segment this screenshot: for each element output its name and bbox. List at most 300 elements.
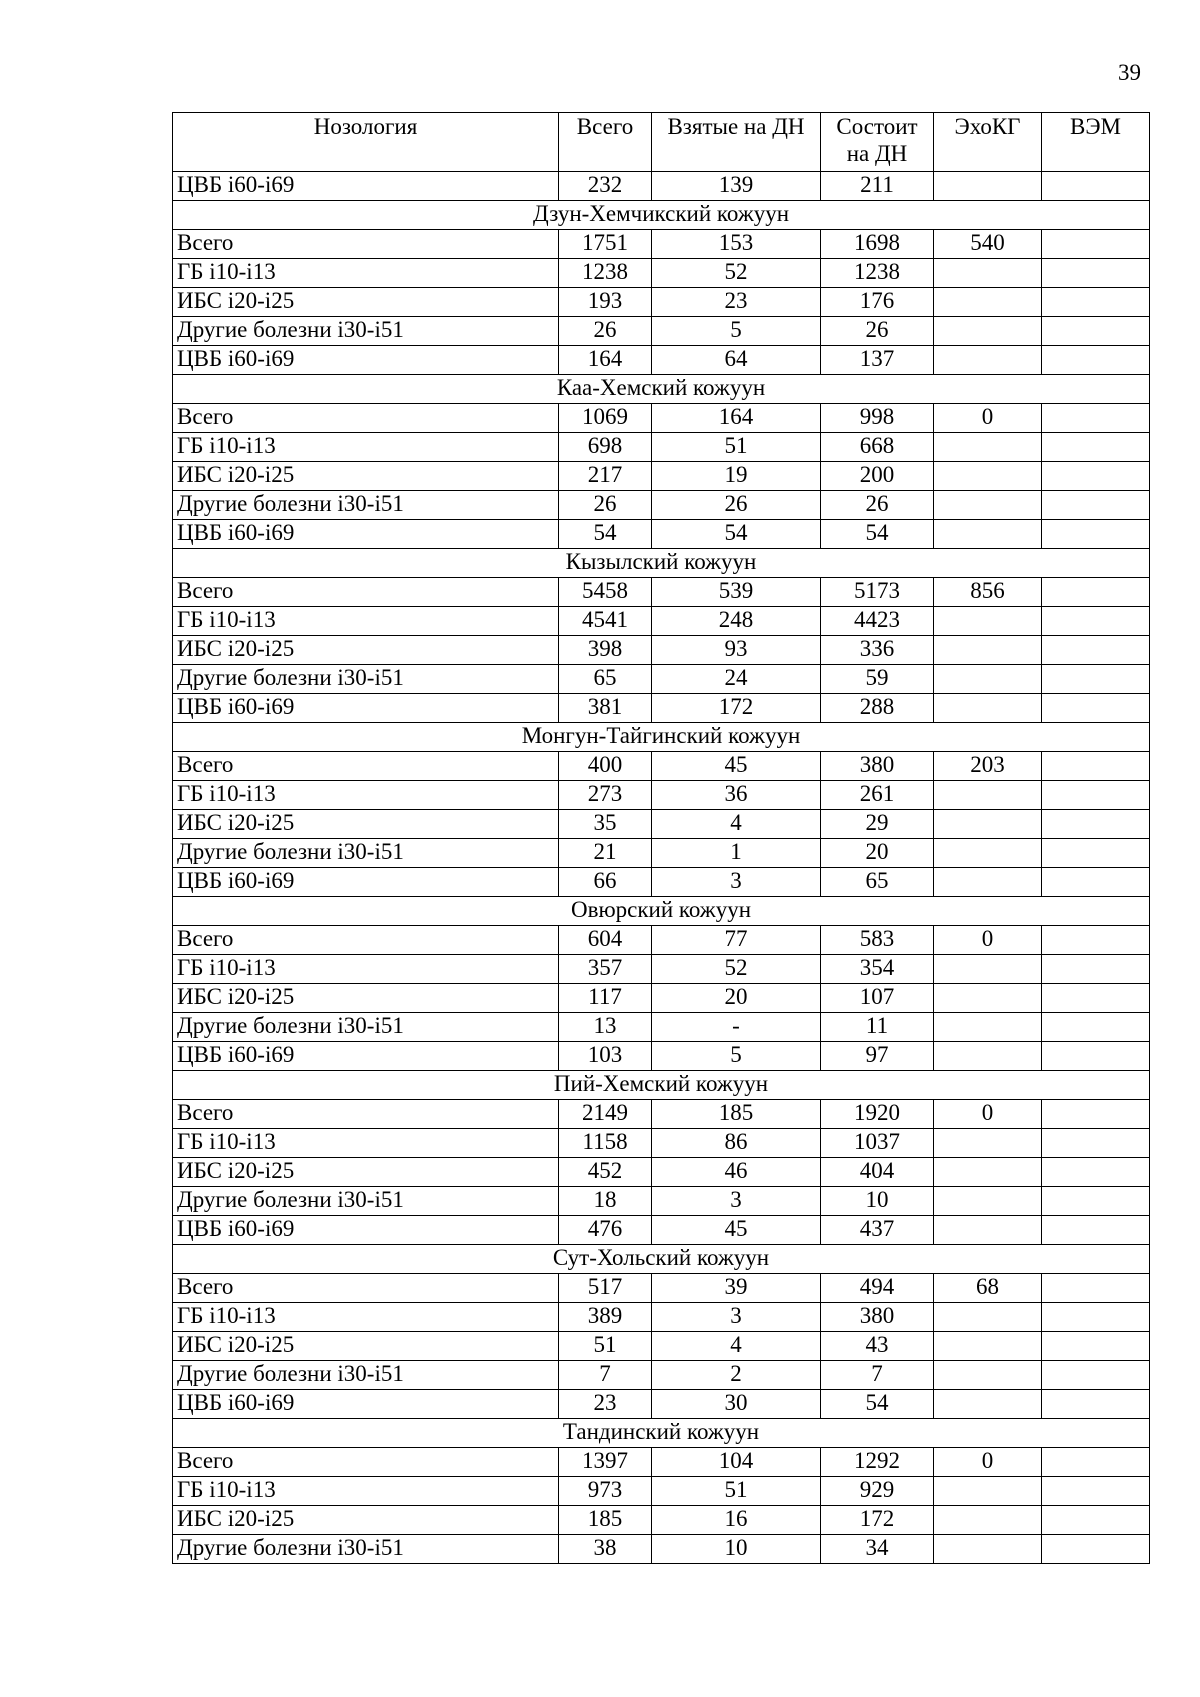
- table-row: [173, 317, 1150, 346]
- region-heading: Кызылский кожуун: [173, 549, 1150, 578]
- echocg-cell: [934, 317, 1042, 346]
- total-cell: 400: [559, 752, 652, 781]
- table-row: [173, 462, 1150, 491]
- table-row: [173, 433, 1150, 462]
- nosology-cell: Всего: [173, 752, 559, 781]
- nosology-cell: ИБС i20-i25: [173, 288, 559, 317]
- echocg-cell: [934, 665, 1042, 694]
- nosology-cell: ИБС i20-i25: [173, 462, 559, 491]
- taken-cell: 93: [652, 636, 821, 665]
- taken-cell: 45: [652, 1216, 821, 1245]
- registered-cell: 380: [821, 752, 934, 781]
- region-row: [173, 201, 1150, 230]
- table-row: [173, 404, 1150, 433]
- nosology-cell: ГБ i10-i13: [173, 1477, 559, 1506]
- table-row: [173, 1390, 1150, 1419]
- taken-cell: 54: [652, 520, 821, 549]
- vem-cell: [1042, 1506, 1150, 1535]
- nosology-cell: ЦВБ i60-i69: [173, 1390, 559, 1419]
- echocg-cell: [934, 1477, 1042, 1506]
- total-cell: 217: [559, 462, 652, 491]
- registered-cell: 54: [821, 1390, 934, 1419]
- echocg-cell: [934, 781, 1042, 810]
- echocg-cell: [934, 810, 1042, 839]
- vem-cell: [1042, 288, 1150, 317]
- nosology-cell: ГБ i10-i13: [173, 1129, 559, 1158]
- total-cell: 103: [559, 1042, 652, 1071]
- nosology-cell: Другие болезни i30-i51: [173, 1187, 559, 1216]
- echocg-cell: 0: [934, 404, 1042, 433]
- registered-cell: 11: [821, 1013, 934, 1042]
- table-row: [173, 1187, 1150, 1216]
- registered-cell: 437: [821, 1216, 934, 1245]
- region-heading: Сут-Хольский кожуун: [173, 1245, 1150, 1274]
- taken-cell: 77: [652, 926, 821, 955]
- table-row: [173, 1216, 1150, 1245]
- taken-cell: 153: [652, 230, 821, 259]
- table-row: [173, 1274, 1150, 1303]
- region-heading: Дзун-Хемчикский кожуун: [173, 201, 1150, 230]
- taken-cell: 24: [652, 665, 821, 694]
- registered-cell: 26: [821, 317, 934, 346]
- vem-cell: [1042, 1187, 1150, 1216]
- total-cell: 398: [559, 636, 652, 665]
- registered-cell: 20: [821, 839, 934, 868]
- taken-cell: 19: [652, 462, 821, 491]
- total-cell: 38: [559, 1535, 652, 1564]
- echocg-cell: [934, 1216, 1042, 1245]
- vem-cell: [1042, 607, 1150, 636]
- table-row: [173, 636, 1150, 665]
- total-cell: 185: [559, 1506, 652, 1535]
- registered-cell: 107: [821, 984, 934, 1013]
- echocg-cell: [934, 346, 1042, 375]
- echocg-cell: [934, 1361, 1042, 1390]
- vem-cell: [1042, 1129, 1150, 1158]
- table-row: [173, 752, 1150, 781]
- registered-cell: 1920: [821, 1100, 934, 1129]
- registered-cell: 336: [821, 636, 934, 665]
- registered-cell: 7: [821, 1361, 934, 1390]
- registered-cell: 54: [821, 520, 934, 549]
- echocg-cell: [934, 1042, 1042, 1071]
- nosology-cell: Другие болезни i30-i51: [173, 317, 559, 346]
- total-cell: 973: [559, 1477, 652, 1506]
- header-row: [173, 113, 1150, 172]
- registered-cell: 97: [821, 1042, 934, 1071]
- total-cell: 381: [559, 694, 652, 723]
- table-row: [173, 1158, 1150, 1187]
- taken-cell: 1: [652, 839, 821, 868]
- echocg-cell: [934, 694, 1042, 723]
- vem-cell: [1042, 1100, 1150, 1129]
- registered-cell: 176: [821, 288, 934, 317]
- total-cell: 517: [559, 1274, 652, 1303]
- nosology-cell: Другие болезни i30-i51: [173, 665, 559, 694]
- region-heading: Овюрский кожуун: [173, 897, 1150, 926]
- registered-cell: 4423: [821, 607, 934, 636]
- total-cell: 18: [559, 1187, 652, 1216]
- nosology-cell: Другие болезни i30-i51: [173, 1013, 559, 1042]
- region-row: [173, 1245, 1150, 1274]
- table-row: [173, 1448, 1150, 1477]
- total-cell: 66: [559, 868, 652, 897]
- taken-cell: 172: [652, 694, 821, 723]
- registered-cell: 1292: [821, 1448, 934, 1477]
- taken-cell: 104: [652, 1448, 821, 1477]
- echocg-cell: [934, 462, 1042, 491]
- vem-cell: [1042, 259, 1150, 288]
- region-row: [173, 1419, 1150, 1448]
- registered-cell: 998: [821, 404, 934, 433]
- table-body: [173, 172, 1150, 1564]
- total-cell: 26: [559, 491, 652, 520]
- taken-cell: 248: [652, 607, 821, 636]
- nosology-cell: Всего: [173, 230, 559, 259]
- vem-cell: [1042, 1535, 1150, 1564]
- vem-cell: [1042, 520, 1150, 549]
- table-row: [173, 665, 1150, 694]
- taken-cell: 26: [652, 491, 821, 520]
- taken-cell: 86: [652, 1129, 821, 1158]
- nosology-cell: Всего: [173, 404, 559, 433]
- table-row: [173, 491, 1150, 520]
- vem-cell: [1042, 752, 1150, 781]
- vem-cell: [1042, 1042, 1150, 1071]
- taken-cell: 4: [652, 1332, 821, 1361]
- taken-cell: 2: [652, 1361, 821, 1390]
- echocg-cell: [934, 1158, 1042, 1187]
- header-total: Всего: [559, 113, 652, 172]
- registered-cell: 59: [821, 665, 934, 694]
- total-cell: 5458: [559, 578, 652, 607]
- total-cell: 1397: [559, 1448, 652, 1477]
- table-row: [173, 955, 1150, 984]
- total-cell: 698: [559, 433, 652, 462]
- nosology-cell: ИБС i20-i25: [173, 636, 559, 665]
- table-row: [173, 984, 1150, 1013]
- table-row: [173, 781, 1150, 810]
- taken-cell: 23: [652, 288, 821, 317]
- echocg-cell: [934, 1303, 1042, 1332]
- echocg-cell: 0: [934, 926, 1042, 955]
- total-cell: 23: [559, 1390, 652, 1419]
- table-row: [173, 172, 1150, 201]
- registered-cell: 10: [821, 1187, 934, 1216]
- nosology-cell: Другие болезни i30-i51: [173, 839, 559, 868]
- table-row: [173, 578, 1150, 607]
- taken-cell: 39: [652, 1274, 821, 1303]
- vem-cell: [1042, 694, 1150, 723]
- vem-cell: [1042, 868, 1150, 897]
- table-row: [173, 839, 1150, 868]
- nosology-cell: ГБ i10-i13: [173, 955, 559, 984]
- taken-cell: 5: [652, 317, 821, 346]
- vem-cell: [1042, 317, 1150, 346]
- table-row: [173, 259, 1150, 288]
- registered-cell: 65: [821, 868, 934, 897]
- total-cell: 476: [559, 1216, 652, 1245]
- taken-cell: 30: [652, 1390, 821, 1419]
- region-row: [173, 375, 1150, 404]
- echocg-cell: [934, 1187, 1042, 1216]
- nosology-cell: ИБС i20-i25: [173, 984, 559, 1013]
- vem-cell: [1042, 810, 1150, 839]
- nosology-cell: ГБ i10-i13: [173, 1303, 559, 1332]
- taken-cell: 52: [652, 259, 821, 288]
- table-row: [173, 520, 1150, 549]
- vem-cell: [1042, 1158, 1150, 1187]
- nosology-cell: Всего: [173, 926, 559, 955]
- table-row: [173, 926, 1150, 955]
- total-cell: 26: [559, 317, 652, 346]
- nosology-cell: ИБС i20-i25: [173, 1158, 559, 1187]
- data-table: [172, 112, 1150, 1564]
- region-row: [173, 723, 1150, 752]
- vem-cell: [1042, 433, 1150, 462]
- total-cell: 193: [559, 288, 652, 317]
- echocg-cell: [934, 984, 1042, 1013]
- header-vem: ВЭМ: [1042, 113, 1150, 172]
- registered-cell: 494: [821, 1274, 934, 1303]
- vem-cell: [1042, 1216, 1150, 1245]
- total-cell: 51: [559, 1332, 652, 1361]
- nosology-cell: ИБС i20-i25: [173, 1506, 559, 1535]
- taken-cell: 10: [652, 1535, 821, 1564]
- nosology-cell: ГБ i10-i13: [173, 607, 559, 636]
- total-cell: 2149: [559, 1100, 652, 1129]
- vem-cell: [1042, 404, 1150, 433]
- total-cell: 65: [559, 665, 652, 694]
- nosology-cell: ГБ i10-i13: [173, 259, 559, 288]
- table-row: [173, 607, 1150, 636]
- total-cell: 13: [559, 1013, 652, 1042]
- registered-cell: 288: [821, 694, 934, 723]
- nosology-cell: ИБС i20-i25: [173, 810, 559, 839]
- taken-cell: 185: [652, 1100, 821, 1129]
- header-taken: Взятые на ДН: [652, 113, 821, 172]
- region-heading: Тандинский кожуун: [173, 1419, 1150, 1448]
- vem-cell: [1042, 1303, 1150, 1332]
- table-row: [173, 1361, 1150, 1390]
- taken-cell: 36: [652, 781, 821, 810]
- echocg-cell: [934, 1013, 1042, 1042]
- nosology-cell: Другие болезни i30-i51: [173, 1361, 559, 1390]
- vem-cell: [1042, 172, 1150, 201]
- total-cell: 604: [559, 926, 652, 955]
- registered-cell: 1037: [821, 1129, 934, 1158]
- echocg-cell: [934, 955, 1042, 984]
- vem-cell: [1042, 926, 1150, 955]
- taken-cell: 51: [652, 433, 821, 462]
- total-cell: 273: [559, 781, 652, 810]
- registered-cell: 172: [821, 1506, 934, 1535]
- table-row: [173, 1042, 1150, 1071]
- registered-cell: 26: [821, 491, 934, 520]
- vem-cell: [1042, 781, 1150, 810]
- echocg-cell: 0: [934, 1448, 1042, 1477]
- echocg-cell: [934, 259, 1042, 288]
- table-row: [173, 810, 1150, 839]
- echocg-cell: [934, 1129, 1042, 1158]
- taken-cell: 3: [652, 1187, 821, 1216]
- header-registered: Состоит на ДН: [821, 113, 934, 172]
- table-row: [173, 230, 1150, 259]
- echocg-cell: [934, 491, 1042, 520]
- vem-cell: [1042, 1390, 1150, 1419]
- echocg-cell: [934, 839, 1042, 868]
- echocg-cell: [934, 1390, 1042, 1419]
- taken-cell: 20: [652, 984, 821, 1013]
- total-cell: 35: [559, 810, 652, 839]
- registered-cell: 668: [821, 433, 934, 462]
- nosology-cell: Всего: [173, 1448, 559, 1477]
- header-nosology: Нозология: [173, 113, 559, 172]
- table-row: [173, 1332, 1150, 1361]
- nosology-cell: ЦВБ i60-i69: [173, 694, 559, 723]
- vem-cell: [1042, 955, 1150, 984]
- registered-cell: 1238: [821, 259, 934, 288]
- taken-cell: 539: [652, 578, 821, 607]
- vem-cell: [1042, 839, 1150, 868]
- total-cell: 164: [559, 346, 652, 375]
- nosology-cell: ЦВБ i60-i69: [173, 520, 559, 549]
- total-cell: 21: [559, 839, 652, 868]
- registered-cell: 929: [821, 1477, 934, 1506]
- taken-cell: 4: [652, 810, 821, 839]
- echocg-cell: [934, 607, 1042, 636]
- taken-cell: 51: [652, 1477, 821, 1506]
- echocg-cell: [934, 868, 1042, 897]
- nosology-cell: ЦВБ i60-i69: [173, 868, 559, 897]
- table-row: [173, 1477, 1150, 1506]
- total-cell: 117: [559, 984, 652, 1013]
- table-row: [173, 1100, 1150, 1129]
- echocg-cell: 203: [934, 752, 1042, 781]
- nosology-cell: ЦВБ i60-i69: [173, 172, 559, 201]
- registered-cell: 380: [821, 1303, 934, 1332]
- vem-cell: [1042, 1477, 1150, 1506]
- total-cell: 1158: [559, 1129, 652, 1158]
- registered-cell: 354: [821, 955, 934, 984]
- nosology-cell: Другие болезни i30-i51: [173, 1535, 559, 1564]
- region-row: [173, 897, 1150, 926]
- taken-cell: 3: [652, 868, 821, 897]
- registered-cell: 404: [821, 1158, 934, 1187]
- registered-cell: 43: [821, 1332, 934, 1361]
- vem-cell: [1042, 1448, 1150, 1477]
- nosology-cell: ГБ i10-i13: [173, 781, 559, 810]
- table-row: [173, 1535, 1150, 1564]
- vem-cell: [1042, 578, 1150, 607]
- echocg-cell: [934, 172, 1042, 201]
- taken-cell: 164: [652, 404, 821, 433]
- registered-cell: 34: [821, 1535, 934, 1564]
- taken-cell: 45: [652, 752, 821, 781]
- vem-cell: [1042, 230, 1150, 259]
- table-row: [173, 288, 1150, 317]
- table-row: [173, 694, 1150, 723]
- registered-cell: 211: [821, 172, 934, 201]
- echocg-cell: [934, 520, 1042, 549]
- table-row: [173, 1013, 1150, 1042]
- total-cell: 1238: [559, 259, 652, 288]
- region-heading: Монгун-Тайгинский кожуун: [173, 723, 1150, 752]
- echocg-cell: 68: [934, 1274, 1042, 1303]
- vem-cell: [1042, 636, 1150, 665]
- vem-cell: [1042, 1332, 1150, 1361]
- vem-cell: [1042, 665, 1150, 694]
- taken-cell: 46: [652, 1158, 821, 1187]
- registered-cell: 583: [821, 926, 934, 955]
- table-row: [173, 868, 1150, 897]
- table-row: [173, 1129, 1150, 1158]
- taken-cell: 5: [652, 1042, 821, 1071]
- registered-cell: 5173: [821, 578, 934, 607]
- nosology-cell: Другие болезни i30-i51: [173, 491, 559, 520]
- table-row: [173, 1506, 1150, 1535]
- total-cell: 1069: [559, 404, 652, 433]
- taken-cell: 52: [652, 955, 821, 984]
- total-cell: 7: [559, 1361, 652, 1390]
- echocg-cell: 0: [934, 1100, 1042, 1129]
- total-cell: 357: [559, 955, 652, 984]
- total-cell: 1751: [559, 230, 652, 259]
- nosology-cell: Всего: [173, 1274, 559, 1303]
- vem-cell: [1042, 346, 1150, 375]
- total-cell: 4541: [559, 607, 652, 636]
- total-cell: 452: [559, 1158, 652, 1187]
- echocg-cell: [934, 636, 1042, 665]
- total-cell: 232: [559, 172, 652, 201]
- taken-cell: 3: [652, 1303, 821, 1332]
- nosology-cell: ЦВБ i60-i69: [173, 1216, 559, 1245]
- nosology-cell: Всего: [173, 578, 559, 607]
- vem-cell: [1042, 1274, 1150, 1303]
- table-row: [173, 1303, 1150, 1332]
- taken-cell: 64: [652, 346, 821, 375]
- total-cell: 389: [559, 1303, 652, 1332]
- echocg-cell: [934, 1506, 1042, 1535]
- vem-cell: [1042, 1013, 1150, 1042]
- region-heading: Пий-Хемский кожуун: [173, 1071, 1150, 1100]
- registered-cell: 29: [821, 810, 934, 839]
- region-row: [173, 549, 1150, 578]
- vem-cell: [1042, 1361, 1150, 1390]
- vem-cell: [1042, 491, 1150, 520]
- vem-cell: [1042, 984, 1150, 1013]
- page-number: 39: [1118, 60, 1141, 85]
- registered-cell: 1698: [821, 230, 934, 259]
- region-heading: Каа-Хемский кожуун: [173, 375, 1150, 404]
- table-row: [173, 346, 1150, 375]
- nosology-cell: ЦВБ i60-i69: [173, 346, 559, 375]
- nosology-cell: ГБ i10-i13: [173, 433, 559, 462]
- nosology-cell: Всего: [173, 1100, 559, 1129]
- echocg-cell: [934, 433, 1042, 462]
- echocg-cell: 540: [934, 230, 1042, 259]
- echocg-cell: 856: [934, 578, 1042, 607]
- vem-cell: [1042, 462, 1150, 491]
- taken-cell: 16: [652, 1506, 821, 1535]
- table-header: [173, 113, 1150, 172]
- echocg-cell: [934, 288, 1042, 317]
- header-echocg: ЭхоКГ: [934, 113, 1042, 172]
- registered-cell: 200: [821, 462, 934, 491]
- taken-cell: -: [652, 1013, 821, 1042]
- region-row: [173, 1071, 1150, 1100]
- nosology-cell: ЦВБ i60-i69: [173, 1042, 559, 1071]
